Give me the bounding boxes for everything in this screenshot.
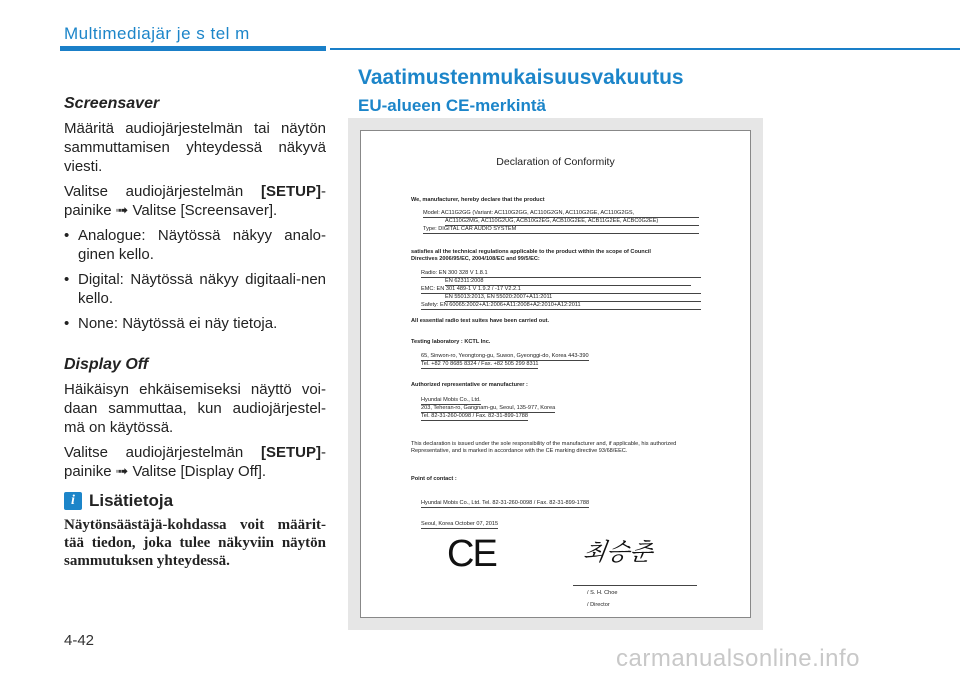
decl-signer: / S. H. Choe <box>587 590 618 596</box>
decl-model: Model: AC11G2GG (Variant: AC110G2GG, AC110G2GN, AC110G2GE, AC110G2GS, <box>423 210 699 218</box>
decl-directives: Directives 2006/95/EC, 2004/108/EC and 99/5/EC: <box>411 256 540 262</box>
left-column <box>64 94 326 570</box>
decl-place-date: Seoul, Korea October 07, 2015 <box>421 521 499 527</box>
decl-type: Type: DIGITAL CAR AUDIO SYSTEM <box>423 226 699 234</box>
list-item: • None: Näytössä ei näy tietoja. <box>64 314 326 333</box>
decl-satisfies: satisfies all the technical regulations applicable to the product within the scope of Council <box>411 249 651 255</box>
decl-signer-title: / Director <box>587 602 610 608</box>
decl-emc: EMC: EN 301 489-1 V 1.9.2 / -17 V2.2.1 <box>421 286 701 294</box>
decl-radio-2: EN 62311:2008 <box>445 278 691 286</box>
signature-line <box>573 585 697 586</box>
list-item: • Digital: Näytössä näkyy digitaali-nen kello. <box>64 270 326 308</box>
page-number: 4-42 <box>64 632 95 649</box>
decl-rep-phone: Tel. 82-31-260-0098 / Fax. 82-31-899-1788 <box>421 413 528 419</box>
decl-lab-phone: Tel. +82 70 8685 8324 / Fax. +82 505 299 8311 <box>421 361 539 367</box>
list-item: • Analogue: Näytössä näkyy analo-ginen kello. <box>64 226 326 264</box>
signature: 최승춘 <box>581 539 655 566</box>
setup-key: [SETUP] <box>261 183 321 200</box>
info-box-header <box>64 491 326 510</box>
watermark: carmanualsonline.info <box>616 645 860 672</box>
screensaver-options <box>64 226 326 333</box>
info-text: Näytönsäästäjä-kohdassa voit määrit-tää tiedon, joka tulee näkyviin näytön sammutuksen yhteydessä. <box>64 517 326 569</box>
subsection-title: EU-alueen CE-merkintä <box>358 96 546 115</box>
decl-radio-tests: All essential radio test suites have been carried out. <box>411 318 550 324</box>
header-accent-bar <box>60 46 326 51</box>
decl-intro: We, manufacturer, hereby declare that the product <box>411 197 545 203</box>
decl-model-variants: AC110G2MG, AC110G2UG, ACB10G2EG, ACB10G2EE, ACB11G2EE, ACBC0G2EE) <box>445 218 699 226</box>
screensaver-heading: Screensaver <box>64 95 160 112</box>
declaration-of-conformity <box>360 130 751 618</box>
decl-lab-address: 65, Sinwon-ro, Yeongtong-gu, Suwon, Gyeonggi-do, Korea 443-390 <box>421 353 589 359</box>
declaration-title: Declaration of Conformity <box>496 156 615 168</box>
section-title: Vaatimustenmukaisuusvakuutus <box>358 66 684 89</box>
decl-emc-2: EN 55013:2013, EN 55020:2007+A11:2011 <box>445 294 701 302</box>
ce-mark-icon: CE <box>447 533 496 575</box>
screensaver-description: Määritä audiojärjestelmän tai näytön sammuttamisen yhteydessä näkyvä viesti. <box>64 120 326 175</box>
header-rule <box>330 48 960 50</box>
decl-responsibility: This declaration is issued under the sole responsibility of the manufacturer and, if applicable, his authorized <box>411 441 677 447</box>
display-off-description: Häikäisyn ehkäisemiseksi näyttö voi-daan sammuttaa, kun audiojärjestel-mä on käytössä. <box>64 381 326 436</box>
decl-rep-address: 203, Teheran-ro, Gangnam-gu, Seoul, 135-977, Korea <box>421 405 556 411</box>
chapter-title: Multimediajär je s tel m <box>64 24 250 43</box>
decl-rep-name: Hyundai Mobis Co., Ltd. <box>421 397 481 403</box>
decl-rep-heading: Authorized representative or manufacturer : <box>411 382 528 388</box>
decl-safety: Safety: EN 60065:2002+A1:2006+A11:2008+A2:2010+A12:2011 <box>421 302 701 310</box>
display-off-instruction: Valitse audiojärjestelmän [SETUP]-painike ➟ Valitse [Display Off]. <box>64 444 326 480</box>
decl-contact: Hyundai Mobis Co., Ltd. Tel. 82-31-260-0098 / Fax. 82-31-899-1788 <box>421 500 590 506</box>
setup-key: [SETUP] <box>261 444 321 461</box>
info-title: Lisätietoja <box>89 491 174 510</box>
decl-radio: Radio: EN 300 328 V 1.8.1 <box>421 270 701 278</box>
decl-ce-directive: Representative, and is marked in accordance with the CE marking directive 93/68/EEC. <box>411 448 628 454</box>
info-icon: i <box>64 492 82 510</box>
decl-lab-heading: Testing laboratory : KCTL Inc. <box>411 339 491 345</box>
decl-contact-heading: Point of contact : <box>411 476 457 482</box>
display-off-heading: Display Off <box>64 356 149 373</box>
screensaver-instruction: Valitse audiojärjestelmän [SETUP]-painike ➟ Valitse [Screensaver]. <box>64 183 326 219</box>
